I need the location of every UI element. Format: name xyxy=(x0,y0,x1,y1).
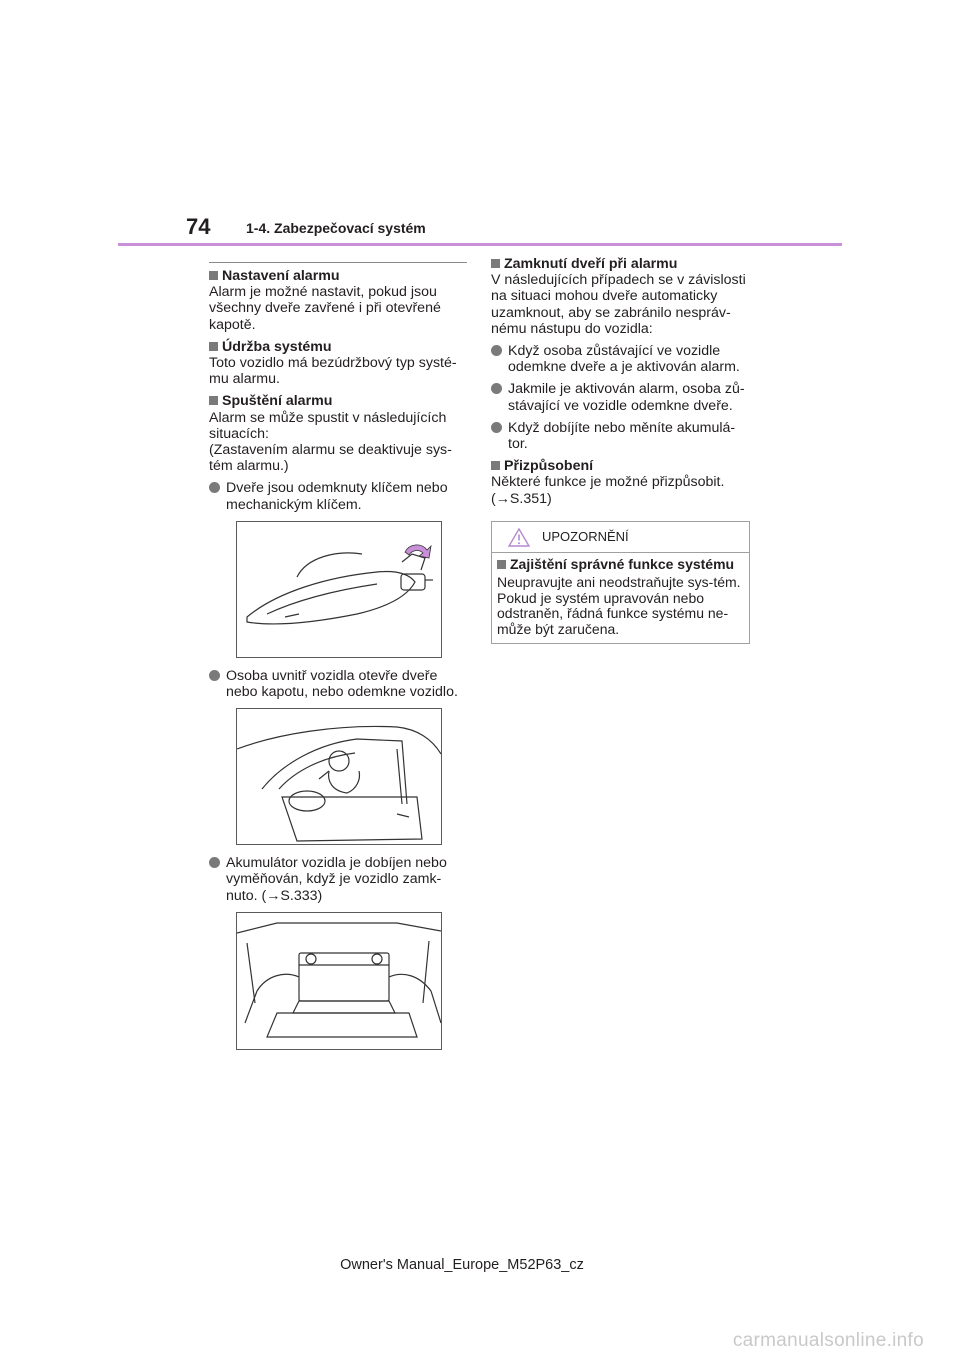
column-rule xyxy=(209,262,467,263)
battery-replacement-icon xyxy=(237,913,441,1049)
caution-text: Neupravujte ani neodstraňujte sys-tém. Pokud je systém upravován nebo odstraněn, řádná funkce systému ne-může být zaručena. xyxy=(497,574,741,637)
square-bullet-icon xyxy=(491,259,500,268)
square-bullet-icon xyxy=(491,461,500,470)
list-item: Jakmile je aktivován alarm, osoba zů-stávající ve vozidle odemkne dveře. xyxy=(491,381,749,413)
battery-illustration xyxy=(236,912,442,1050)
round-bullet-icon xyxy=(209,857,220,868)
person-in-car-illustration xyxy=(236,708,442,845)
paragraph: Některé funkce je možné přizpůsobit. (→S.351) xyxy=(491,474,725,507)
list-item: Dveře jsou odemknuty klíčem nebo mechanickým klíčem. xyxy=(209,480,467,512)
page-number: 74 xyxy=(186,214,211,239)
heading-zamknuti: Zamknutí dveří při alarmu xyxy=(491,256,749,272)
heading-spusteni: Spuštění alarmu xyxy=(209,393,467,409)
heading-nastaveni: Nastavení alarmu xyxy=(209,268,467,284)
round-bullet-icon xyxy=(209,482,220,493)
square-bullet-icon xyxy=(209,396,218,405)
header-rule xyxy=(118,243,842,246)
section-title: 1-4. Zabezpečovací systém xyxy=(246,220,426,236)
door-handle-illustration xyxy=(236,521,442,658)
list-item: Akumulátor vozidla je dobíjen nebo vyměňován, když je vozidlo zamk-nuto. (→S.333) xyxy=(209,855,467,904)
warning-triangle-icon xyxy=(508,528,530,547)
caution-heading: Zajištění správné funkce systému xyxy=(497,557,744,573)
caution-box xyxy=(491,521,750,645)
door-handle-key-icon xyxy=(237,522,441,657)
car-door-person-icon xyxy=(237,709,441,844)
paragraph: (Zastavením alarmu se deaktivuje sys-tém alarmu.) xyxy=(209,442,452,475)
heading-udrzba: Údržba systému xyxy=(209,339,467,355)
round-bullet-icon xyxy=(209,670,220,681)
round-bullet-icon xyxy=(491,345,502,356)
square-bullet-icon xyxy=(497,560,506,569)
caution-title: UPOZORNĚNÍ xyxy=(542,528,629,544)
footer: Owner's Manual_Europe_M52P63_cz xyxy=(340,1257,584,1273)
list-item: Osoba uvnitř vozidla otevře dveře nebo kapotu, nebo odemkne vozidlo. xyxy=(209,668,467,700)
paragraph: Alarm se může spustit v následujících situacích: xyxy=(209,409,447,442)
round-bullet-icon xyxy=(491,383,502,394)
left-column xyxy=(209,262,467,1060)
watermark: carmanualsonline.info xyxy=(732,1330,924,1351)
list-item: Když osoba zůstávající ve vozidle odemkne dveře a je aktivován alarm. xyxy=(491,343,749,375)
list-item: Když dobíjíte nebo měníte akumulá-tor. xyxy=(491,420,749,452)
heading-prizpusobeni: Přizpůsobení xyxy=(491,458,749,474)
right-column xyxy=(491,256,749,644)
caution-header xyxy=(492,522,749,553)
round-bullet-icon xyxy=(491,422,502,433)
paragraph: V následujících případech se v závislosti na situaci mohou dveře automaticky uzamknout, aby se zabránilo nespráv-nému nástupu do vozidla: xyxy=(491,272,746,337)
caution-body xyxy=(492,553,749,644)
paragraph: Toto vozidlo má bezúdržbový typ systé-mu alarmu. xyxy=(209,355,457,388)
square-bullet-icon xyxy=(209,271,218,280)
paragraph: Alarm je možné nastavit, pokud jsou všechny dveře zavřené i při otevřené kapotě. xyxy=(209,284,441,333)
square-bullet-icon xyxy=(209,342,218,351)
